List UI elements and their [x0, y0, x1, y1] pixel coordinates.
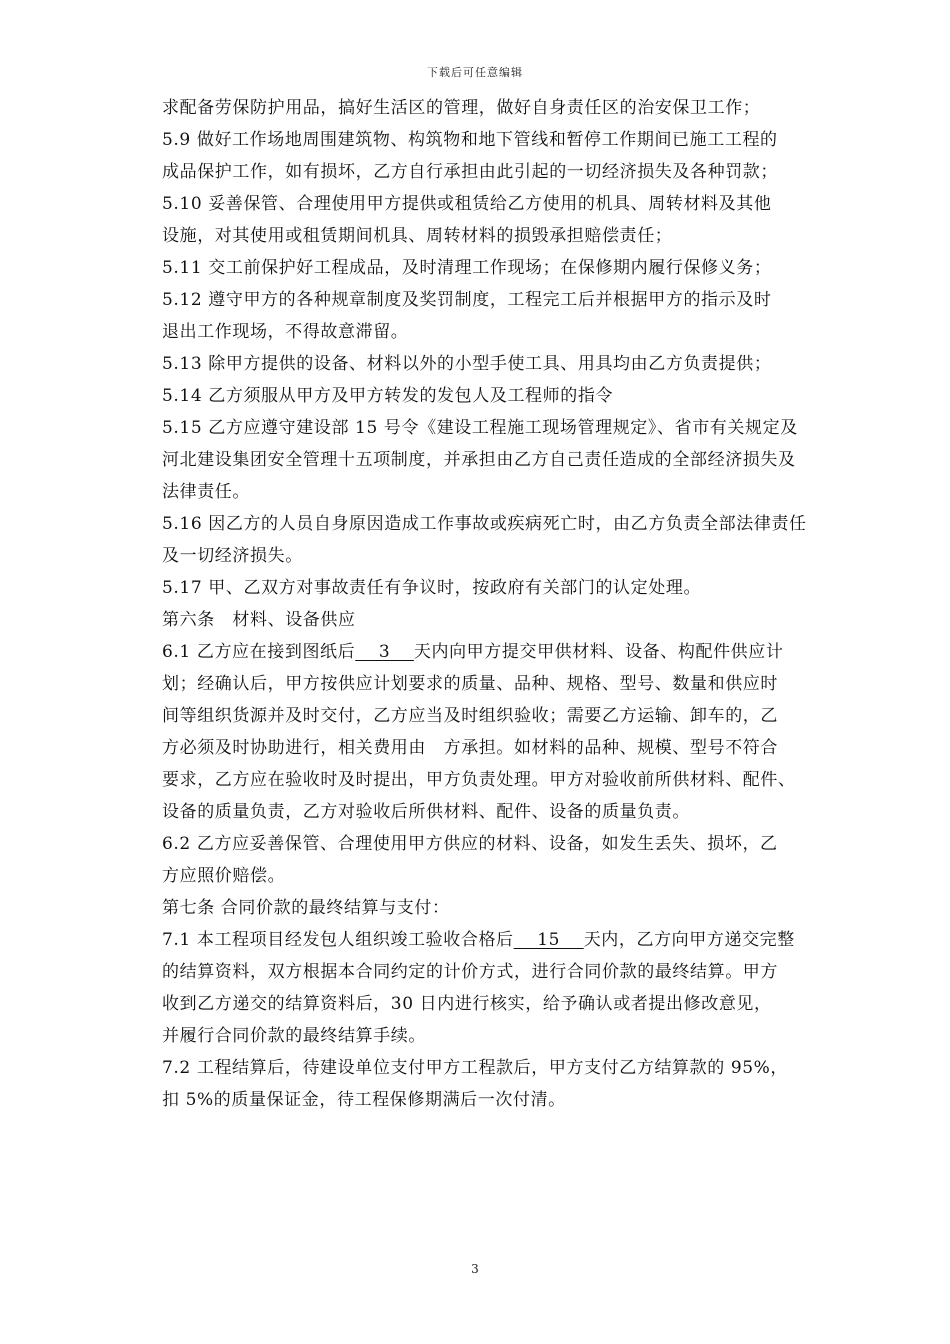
text-line: 要求，乙方应在验收时及时提出，甲方负责处理。甲方对验收前所供材料、配件、: [162, 770, 796, 790]
clause-7-1-suffix: 天内，乙方向甲方递交完整: [583, 930, 795, 950]
clause-7-1-line: [162, 924, 862, 956]
text-line: 5.15 乙方应遵守建设部 15 号令《建设工程施工现场管理规定》、省市有关规定及: [162, 418, 798, 438]
clause-6-1-line: [162, 636, 862, 668]
clause-6-1-days: 3: [355, 642, 414, 662]
text-line: 方应照价赔偿。: [162, 866, 286, 886]
text-line: 河北建设集团安全管理十五项制度，并承担由乙方自己责任造成的全部经济损失及: [162, 450, 796, 470]
text-line: 的结算资料，双方根据本合同约定的计价方式，进行合同价款的最终结算。甲方: [162, 962, 778, 982]
text-line: 5.12 遵守甲方的各种规章制度及奖罚制度，工程完工后并根据甲方的指示及时: [162, 290, 772, 310]
text-line: 5.9 做好工作场地周围建筑物、构筑物和地下管线和暂停工作期间已施工工程的: [162, 130, 778, 150]
text-line: 6.2 乙方应妥善保管、合理使用甲方供应的材料、设备，如发生丢失、损坏，乙: [162, 834, 778, 854]
text-line: 方必须及时协助进行，相关费用由 方承担。如材料的品种、规模、型号不符合: [162, 738, 778, 758]
text-line: 5.13 除甲方提供的设备、材料以外的小型手使工具、用具均由乙方负责提供；: [162, 354, 772, 374]
text-line: 5.14 乙方须服从甲方及甲方转发的发包人及工程师的指令: [162, 386, 614, 406]
section-heading-article-6: 第六条 材料、设备供应: [162, 610, 356, 630]
text-line: 法律责任。: [162, 482, 250, 502]
text-line: 7.2 工程结算后，待建设单位支付甲方工程款后，甲方支付乙方结算款的 95%，: [162, 1058, 789, 1078]
clause-7-1-prefix: 7.1 本工程项目经发包人组织竣工验收合格后: [162, 930, 514, 950]
text-line: 成品保护工作，如有损坏，乙方自行承担由此引起的一切经济损失及各种罚款；: [162, 162, 778, 182]
clause-6-1-prefix: 6.1 乙方应在接到图纸后: [162, 642, 356, 662]
text-line: 并履行合同价款的最终结算手续。: [162, 1026, 426, 1046]
text-line: 5.17 甲、乙双方对事故责任有争议时，按政府有关部门的认定处理。: [162, 578, 702, 598]
text-line: 设备的质量负责，乙方对验收后所供材料、配件、设备的质量负责。: [162, 802, 690, 822]
text-line: 5.11 交工前保护好工程成品，及时清理工作现场；在保修期内履行保修义务；: [162, 258, 772, 278]
text-line: 5.16 因乙方的人员自身原因造成工作事故或疾病死亡时，由乙方负责全部法律责任: [162, 514, 807, 534]
document-body: [162, 92, 862, 1116]
text-line: 划；经确认后，甲方按供应计划要求的质量、品种、规格、型号、数量和供应时: [162, 674, 778, 694]
clause-6-1-suffix: 天内向甲方提交甲供材料、设备、构配件供应计: [413, 642, 784, 662]
text-line: 扣 5%的质量保证金，待工程保修期满后一次付清。: [162, 1090, 566, 1110]
text-line: 求配备劳保防护用品，搞好生活区的管理，做好自身责任区的治安保卫工作；: [162, 98, 761, 118]
text-line: 间等组织货源并及时交付，乙方应当及时组织验收；需要乙方运输、卸车的，乙: [162, 706, 778, 726]
clause-7-1-days: 15: [513, 930, 584, 950]
section-heading-article-7: 第七条 合同价款的最终结算与支付：: [162, 898, 450, 918]
text-line: 退出工作现场，不得故意滞留。: [162, 322, 409, 342]
text-line: 收到乙方递交的结算资料后，30 日内进行核实，给予确认或者提出修改意见，: [162, 994, 772, 1014]
text-line: 及一切经济损失。: [162, 546, 303, 566]
page-header-note: 下载后可任意编辑: [427, 66, 523, 79]
page-number: 3: [471, 1262, 479, 1276]
text-line: 设施，对其使用或租赁期间机具、周转材料的损毁承担赔偿责任；: [162, 226, 673, 246]
text-line: 5.10 妥善保管、合理使用甲方提供或租赁给乙方使用的机具、周转材料及其他: [162, 194, 772, 214]
